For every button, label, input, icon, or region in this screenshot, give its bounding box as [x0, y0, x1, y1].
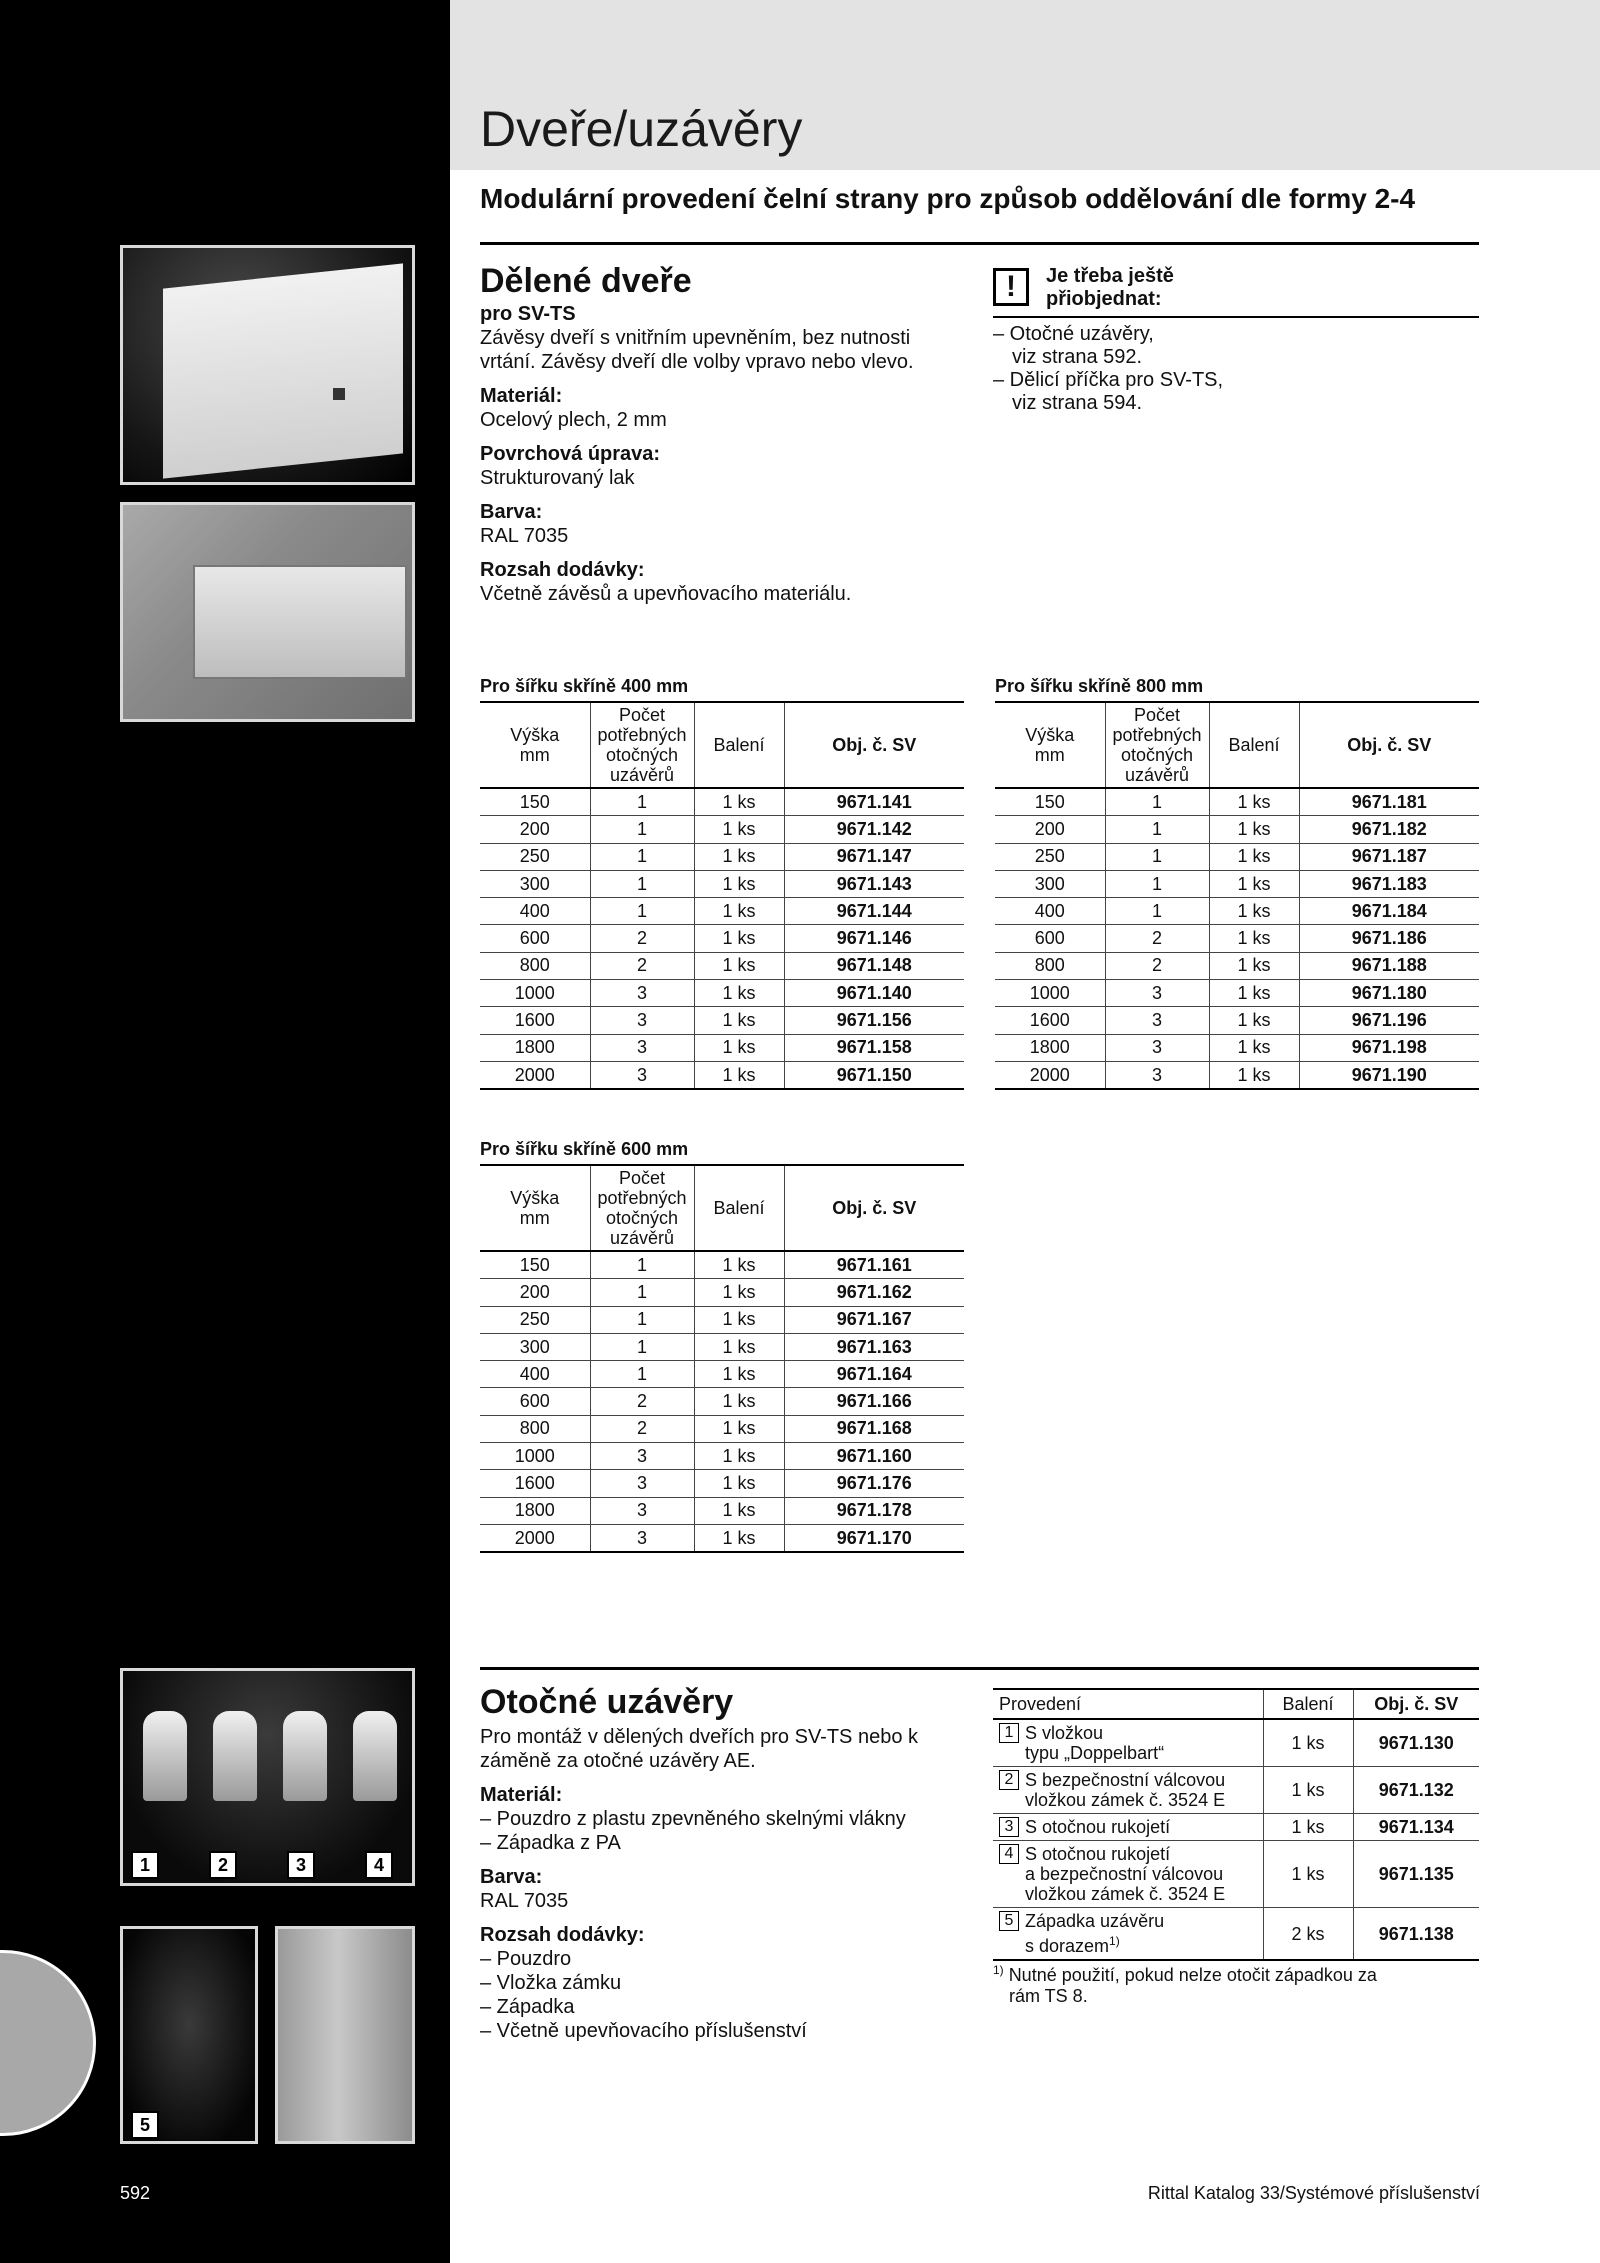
cell-packing: 1 ks [694, 843, 784, 870]
cell-order-no: 9671.142 [784, 816, 964, 843]
cell-order-no: 9671.143 [784, 870, 964, 897]
photo-label-3: 3 [287, 1851, 315, 1879]
locks-color-label: Barva: [480, 1866, 543, 1888]
note-list [993, 323, 1223, 415]
cell-packing: 1 ks [1209, 788, 1299, 816]
cell-order-no: 9671.181 [1299, 788, 1479, 816]
cell-height: 2000 [480, 1061, 590, 1089]
cell-count: 1 [590, 1333, 694, 1360]
note-rule [993, 316, 1479, 318]
table-row [480, 1251, 964, 1279]
table-row [995, 1007, 1479, 1034]
cell-packing: 1 ks [694, 952, 784, 979]
cell-packing: 1 ks [694, 1497, 784, 1524]
mounted-lock-photo [275, 1926, 415, 2144]
material-label: Materiál: [480, 385, 563, 407]
table-row [995, 925, 1479, 952]
cell-count: 3 [590, 1443, 694, 1470]
photo-label-4: 4 [365, 1851, 393, 1879]
table-400 [480, 701, 964, 1090]
cell-count: 2 [590, 925, 694, 952]
cell-packing: 1 ks [694, 1361, 784, 1388]
cell-count: 1 [1105, 816, 1209, 843]
cell-count: 1 [1105, 870, 1209, 897]
variant-number: 1 [999, 1723, 1019, 1743]
cell-count: 2 [1105, 952, 1209, 979]
variant-text-line: s dorazem$^{1)}$ [1025, 1934, 1120, 1956]
cell-count: 2 [1105, 925, 1209, 952]
cell-packing: 1 ks [694, 1034, 784, 1061]
cell-packing: 1 ks [694, 1524, 784, 1552]
cell-packing: 1 ks [694, 1306, 784, 1333]
cell-packing: 1 ks [694, 980, 784, 1007]
cell-count: 1 [590, 843, 694, 870]
cell-packing: 1 ks [694, 898, 784, 925]
table-row [480, 1388, 964, 1415]
cell-variant [993, 1908, 1263, 1961]
cell-order-no: 9671.188 [1299, 952, 1479, 979]
cell-packing: 1 ks [1209, 925, 1299, 952]
cell-count: 1 [590, 870, 694, 897]
color-value: RAL 7035 [480, 525, 569, 547]
cell-height: 1600 [995, 1007, 1105, 1034]
cell-order-no: 9671.135 [1353, 1841, 1479, 1908]
doors-desc-text: Závěsy dveří s vnitřním upevněním, bez nutnosti vrtání. Závěsy dveří dle volby vpravo nebo vlevo. [480, 327, 914, 373]
cell-count: 2 [590, 952, 694, 979]
cell-order-no: 9671.130 [1353, 1719, 1479, 1767]
table-row [480, 816, 964, 843]
variant-text-line: S bezpečnostní válcovou [1025, 1770, 1226, 1790]
cell-count: 3 [1105, 980, 1209, 1007]
cell-packing: 1 ks [694, 1388, 784, 1415]
locks-material-item-2: – Západka z PA [480, 1832, 621, 1854]
surface-value: Strukturovaný lak [480, 467, 635, 489]
cell-count: 3 [1105, 1007, 1209, 1034]
warning-icon: ! [993, 268, 1029, 306]
cell-packing: 1 ks [694, 1251, 784, 1279]
table-row [993, 1908, 1479, 1961]
page-number: 592 [120, 2183, 151, 2203]
table-400-caption: Pro šířku skříně 400 mm [480, 676, 689, 696]
cell-variant [993, 1719, 1263, 1767]
table-header-height: Výška mm [995, 702, 1105, 788]
latch-photo [120, 1926, 258, 2144]
variant-text-line: S vložkou [1025, 1723, 1104, 1743]
cell-packing: 1 ks [1209, 1061, 1299, 1089]
cell-packing: 1 ks [694, 1007, 784, 1034]
cell-order-no: 9671.187 [1299, 843, 1479, 870]
cell-count: 3 [590, 1497, 694, 1524]
table-row [480, 1415, 964, 1442]
cell-height: 600 [995, 925, 1105, 952]
table-header-count: Počet potřebných otočných uzávěrů [590, 702, 694, 788]
table-600 [480, 1164, 964, 1553]
cell-count: 3 [590, 1007, 694, 1034]
door-panel-photo [120, 245, 415, 485]
table-row [995, 980, 1479, 1007]
cell-count: 3 [590, 1034, 694, 1061]
cell-order-no: 9671.141 [784, 788, 964, 816]
table-row [995, 1061, 1479, 1089]
cell-count: 1 [590, 788, 694, 816]
cell-order-no: 9671.146 [784, 925, 964, 952]
cell-height: 300 [480, 870, 590, 897]
cell-order-no: 9671.196 [1299, 1007, 1479, 1034]
locks-scope-label: Rozsah dodávky: [480, 1924, 645, 1946]
cell-height: 300 [995, 870, 1105, 897]
locks-desc-text: Pro montáž v dělených dveřích pro SV-TS nebo k záměně za otočné uzávěry AE. [480, 1726, 918, 1772]
cell-packing: 1 ks [1209, 843, 1299, 870]
cell-height: 300 [480, 1333, 590, 1360]
table-header-packing: Balení [694, 1165, 784, 1251]
cell-height: 150 [995, 788, 1105, 816]
cell-height: 1600 [480, 1470, 590, 1497]
variant-text-line: vložkou zámek č. 3524 E [1025, 1884, 1226, 1904]
cell-variant [993, 1767, 1263, 1814]
locks-material-label: Materiál: [480, 1784, 563, 1806]
locks-header-order: Obj. č. SV [1353, 1689, 1479, 1719]
cell-packing: 1 ks [694, 1279, 784, 1306]
variant-text-line: typu „Doppelbart“ [1025, 1743, 1165, 1763]
locks-scope-item-4: – Včetně upevňovacího příslušenství [480, 2020, 807, 2042]
cell-order-no: 9671.164 [784, 1361, 964, 1388]
page-title: Dveře/uzávěry [480, 101, 803, 157]
material-value: Ocelový plech, 2 mm [480, 409, 667, 431]
cell-packing: 1 ks [694, 1415, 784, 1442]
cell-height: 200 [480, 816, 590, 843]
cell-order-no: 9671.148 [784, 952, 964, 979]
table-row [995, 843, 1479, 870]
cell-packing: 1 ks [1209, 1034, 1299, 1061]
cell-count: 3 [590, 1470, 694, 1497]
cell-order-no: 9671.132 [1353, 1767, 1479, 1814]
table-row [993, 1719, 1479, 1767]
table-header-count: Počet potřebných otočných uzávěrů [590, 1165, 694, 1251]
cell-height: 250 [480, 1306, 590, 1333]
locks-footnote [993, 1960, 1413, 2007]
cell-height: 400 [480, 898, 590, 925]
cell-order-no: 9671.168 [784, 1415, 964, 1442]
cell-order-no: 9671.170 [784, 1524, 964, 1552]
cell-height: 400 [995, 898, 1105, 925]
cell-packing: 1 ks [694, 925, 784, 952]
table-row [480, 925, 964, 952]
table-row [480, 1333, 964, 1360]
table-600-caption: Pro šířku skříně 600 mm [480, 1139, 689, 1159]
table-row [480, 1061, 964, 1089]
note-title-line1: Je třeba ještě [1046, 265, 1174, 287]
variant-number: 4 [999, 1844, 1019, 1864]
cell-packing: 1 ks [1263, 1841, 1353, 1908]
cell-height: 2000 [995, 1061, 1105, 1089]
doors-title: Dělené dveře [480, 262, 692, 300]
cell-height: 800 [480, 952, 590, 979]
table-header-order: Obj. č. SV [784, 702, 964, 788]
drawer-shape [193, 565, 407, 679]
header-rule [480, 242, 1479, 245]
color-label: Barva: [480, 501, 543, 523]
note-item-2-line1: – Dělicí příčka pro SV-TS, [993, 369, 1224, 391]
locks-title: Otočné uzávěry [480, 1683, 734, 1721]
cell-packing: 1 ks [694, 816, 784, 843]
note-item-2-line2: viz strana 594. [1012, 392, 1143, 414]
cell-count: 2 [590, 1388, 694, 1415]
cell-height: 1000 [480, 1443, 590, 1470]
cell-count: 3 [590, 1061, 694, 1089]
cell-height: 1800 [995, 1034, 1105, 1061]
cell-order-no: 9671.162 [784, 1279, 964, 1306]
table-row [995, 898, 1479, 925]
page-subtitle: Modulární provedení čelní strany pro způsob oddělování dle formy 2-4 [480, 183, 1416, 214]
cell-height: 400 [480, 1361, 590, 1388]
cell-order-no: 9671.182 [1299, 816, 1479, 843]
table-row [480, 1361, 964, 1388]
cell-count: 1 [590, 1279, 694, 1306]
variant-text-line: S otočnou rukojetí [1025, 1817, 1171, 1837]
cell-height: 200 [480, 1279, 590, 1306]
cell-order-no: 9671.156 [784, 1007, 964, 1034]
locks-color-value: RAL 7035 [480, 1890, 569, 1912]
table-row [480, 980, 964, 1007]
cell-height: 250 [995, 843, 1105, 870]
lock-shape-2 [213, 1711, 257, 1801]
table-row [995, 816, 1479, 843]
photo-label-5: 5 [131, 2111, 159, 2139]
cell-order-no: 9671.144 [784, 898, 964, 925]
doors-description [480, 302, 960, 606]
cell-packing: 1 ks [694, 1443, 784, 1470]
cell-packing: 1 ks [1209, 1007, 1299, 1034]
cell-order-no: 9671.198 [1299, 1034, 1479, 1061]
cell-order-no: 9671.190 [1299, 1061, 1479, 1089]
cell-height: 600 [480, 1388, 590, 1415]
cell-packing: 1 ks [1209, 816, 1299, 843]
footnote-ref: 1) [1109, 1934, 1120, 1948]
cell-order-no: 9671.166 [784, 1388, 964, 1415]
variant-text-line: vložkou zámek č. 3524 E [1025, 1790, 1226, 1810]
cell-height: 1800 [480, 1497, 590, 1524]
table-header-height: Výška mm [480, 1165, 590, 1251]
cell-order-no: 9671.140 [784, 980, 964, 1007]
cell-packing: 1 ks [1263, 1719, 1353, 1767]
cell-count: 3 [590, 980, 694, 1007]
table-800 [995, 701, 1479, 1090]
cell-height: 150 [480, 1251, 590, 1279]
cell-count: 1 [1105, 788, 1209, 816]
table-800-caption: Pro šířku skříně 800 mm [995, 676, 1204, 696]
cell-variant [993, 1841, 1263, 1908]
cell-height: 1600 [480, 1007, 590, 1034]
table-header-order: Obj. č. SV [784, 1165, 964, 1251]
locks-rule [480, 1667, 1479, 1670]
cell-order-no: 9671.184 [1299, 898, 1479, 925]
footnote-mark: 1) [993, 1963, 1004, 1977]
note-title [1046, 265, 1174, 311]
lock-shape-4 [353, 1711, 397, 1801]
table-row [480, 1034, 964, 1061]
table-header-packing: Balení [1209, 702, 1299, 788]
table-row [993, 1814, 1479, 1841]
cell-order-no: 9671.134 [1353, 1814, 1479, 1841]
cell-packing: 1 ks [694, 1061, 784, 1089]
photo-label-2: 2 [209, 1851, 237, 1879]
cell-order-no: 9671.180 [1299, 980, 1479, 1007]
cell-order-no: 9671.138 [1353, 1908, 1479, 1961]
table-header-height: Výška mm [480, 702, 590, 788]
table-row [993, 1841, 1479, 1908]
surface-label: Povrchová úprava: [480, 443, 661, 465]
cell-order-no: 9671.186 [1299, 925, 1479, 952]
door-panel-shape [163, 263, 403, 478]
cell-height: 800 [995, 952, 1105, 979]
variant-text-line: S otočnou rukojetí [1025, 1844, 1171, 1864]
table-row [480, 1497, 964, 1524]
table-row [480, 1306, 964, 1333]
cell-order-no: 9671.178 [784, 1497, 964, 1524]
cell-packing: 1 ks [694, 1470, 784, 1497]
table-row [995, 1034, 1479, 1061]
cell-packing: 1 ks [694, 1333, 784, 1360]
table-row [480, 1470, 964, 1497]
cell-height: 600 [480, 925, 590, 952]
cell-height: 250 [480, 843, 590, 870]
cell-order-no: 9671.183 [1299, 870, 1479, 897]
table-row [480, 1524, 964, 1552]
table-row [993, 1767, 1479, 1814]
photo-label-1: 1 [131, 1851, 159, 1879]
cell-count: 1 [590, 816, 694, 843]
table-row [480, 1443, 964, 1470]
table-row [995, 788, 1479, 816]
footer-catalog: Rittal Katalog 33/Systémové příslušenství [1147, 2183, 1480, 2203]
cell-count: 2 [590, 1415, 694, 1442]
note-item-1-line2: viz strana 592. [1012, 346, 1143, 368]
cell-count: 1 [590, 1251, 694, 1279]
cell-packing: 2 ks [1263, 1908, 1353, 1961]
footnote-line2: rám TS 8. [1009, 1986, 1088, 2006]
locks-header-variant: Provedení [993, 1689, 1263, 1719]
lock-shape-3 [283, 1711, 327, 1801]
cell-count: 3 [1105, 1034, 1209, 1061]
cell-count: 3 [590, 1524, 694, 1552]
cell-height: 1000 [995, 980, 1105, 1007]
locks-material-item-1: – Pouzdro z plastu zpevněného skelnými vlákny [480, 1808, 906, 1830]
locks-scope-item-1: – Pouzdro [480, 1948, 572, 1970]
cell-order-no: 9671.161 [784, 1251, 964, 1279]
cell-packing: 1 ks [1209, 898, 1299, 925]
table-row [480, 898, 964, 925]
scope-value: Včetně závěsů a upevňovacího materiálu. [480, 583, 852, 605]
cell-count: 1 [590, 1361, 694, 1388]
cell-order-no: 9671.167 [784, 1306, 964, 1333]
variant-text-line: a bezpečnostní válcovou [1025, 1864, 1224, 1884]
lock-shape-1 [143, 1711, 187, 1801]
table-row [480, 870, 964, 897]
cell-count: 1 [1105, 843, 1209, 870]
locks-header-packing: Balení [1263, 1689, 1353, 1719]
cell-packing: 1 ks [1209, 952, 1299, 979]
locks-table [993, 1688, 1479, 1961]
cell-packing: 1 ks [694, 788, 784, 816]
note-item-1-line1: – Otočné uzávěry, [993, 323, 1154, 345]
cell-count: 1 [590, 898, 694, 925]
table-row [480, 1279, 964, 1306]
cell-packing: 1 ks [1263, 1814, 1353, 1841]
table-header-packing: Balení [694, 702, 784, 788]
cell-order-no: 9671.158 [784, 1034, 964, 1061]
cell-count: 3 [1105, 1061, 1209, 1089]
lock-hole [333, 388, 345, 400]
locks-scope-item-3: – Západka [480, 1996, 575, 2018]
locks-description [480, 1725, 970, 2043]
cell-count: 1 [1105, 898, 1209, 925]
cell-order-no: 9671.160 [784, 1443, 964, 1470]
table-row [480, 843, 964, 870]
drawer-door-photo [120, 502, 415, 722]
cell-order-no: 9671.147 [784, 843, 964, 870]
doors-for: pro SV-TS [480, 303, 576, 325]
cell-packing: 1 ks [694, 870, 784, 897]
cell-height: 2000 [480, 1524, 590, 1552]
cell-packing: 1 ks [1263, 1767, 1353, 1814]
table-row [480, 1007, 964, 1034]
variant-text-line: Západka uzávěru [1025, 1911, 1165, 1931]
cell-height: 150 [480, 788, 590, 816]
table-row [480, 788, 964, 816]
cell-packing: 1 ks [1209, 870, 1299, 897]
table-row [995, 870, 1479, 897]
cell-height: 1800 [480, 1034, 590, 1061]
cell-height: 200 [995, 816, 1105, 843]
cell-packing: 1 ks [1209, 980, 1299, 1007]
table-row [480, 952, 964, 979]
cell-order-no: 9671.176 [784, 1470, 964, 1497]
cell-order-no: 9671.163 [784, 1333, 964, 1360]
footnote-line1: Nutné použití, pokud nelze otočit západkou za [1008, 1965, 1377, 1985]
cell-height: 1000 [480, 980, 590, 1007]
table-row [995, 952, 1479, 979]
variant-number: 3 [999, 1817, 1019, 1837]
cell-order-no: 9671.150 [784, 1061, 964, 1089]
cell-height: 800 [480, 1415, 590, 1442]
cell-variant [993, 1814, 1263, 1841]
variant-number: 5 [999, 1911, 1019, 1931]
locks-photo [120, 1668, 415, 1886]
scope-label: Rozsah dodávky: [480, 559, 645, 581]
table-header-count: Počet potřebných otočných uzávěrů [1105, 702, 1209, 788]
variant-number: 2 [999, 1770, 1019, 1790]
note-title-line2: přiobjednat: [1046, 288, 1162, 310]
locks-scope-item-2: – Vložka zámku [480, 1972, 622, 1994]
table-header-order: Obj. č. SV [1299, 702, 1479, 788]
cell-count: 1 [590, 1306, 694, 1333]
